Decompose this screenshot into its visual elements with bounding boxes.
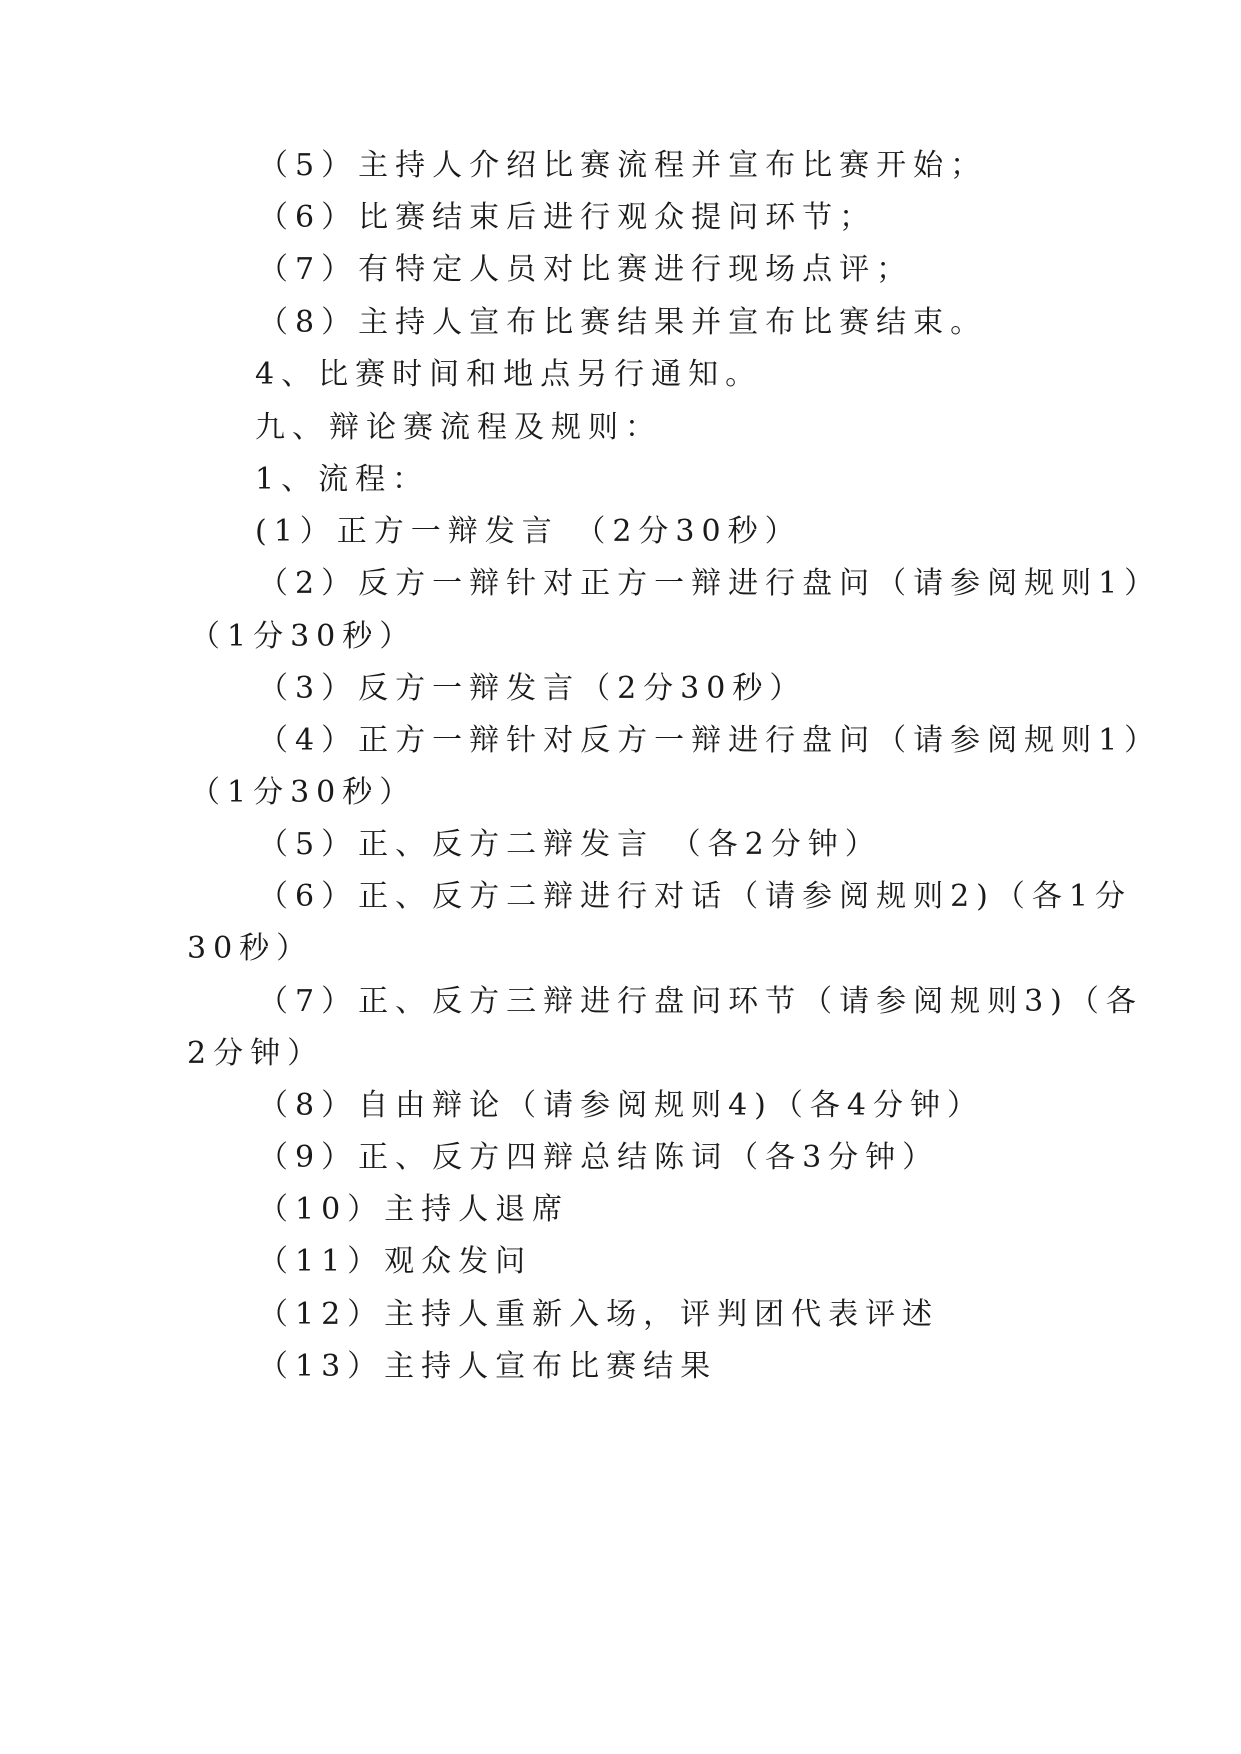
text-line: （6）正、反方二辩进行对话（请参阅规则2)（各1分 xyxy=(258,879,1132,914)
text-line: 2分钟） xyxy=(187,1036,325,1071)
text-line: （2）反方一辩针对正方一辩进行盘问（请参阅规则1） xyxy=(258,566,1162,601)
text-line: （9）正、反方四辩总结陈词（各3分钟） xyxy=(258,1140,940,1175)
text-line: （11）观众发问 xyxy=(258,1244,533,1279)
text-line: （5）正、反方二辩发言 （各2分钟） xyxy=(258,827,882,862)
text-line: （1分30秒） xyxy=(190,619,417,654)
text-line: （10）主持人退席 xyxy=(258,1192,570,1227)
section-heading: 九、辩论赛流程及规则： xyxy=(255,410,662,445)
text-line: （13）主持人宣布比赛结果 xyxy=(258,1349,718,1384)
text-line: （4）正方一辩针对反方一辩进行盘问（请参阅规则1） xyxy=(258,723,1162,758)
text-line: （7）有特定人员对比赛进行现场点评； xyxy=(258,252,914,287)
text-line: （12）主持人重新入场，评判团代表评述 xyxy=(258,1297,940,1332)
text-line: （3）反方一辩发言（2分30秒） xyxy=(258,671,807,706)
text-line: 4、比赛时间和地点另行通知。 xyxy=(255,357,763,392)
text-line: (1）正方一辩发言 （2分30秒） xyxy=(255,514,802,549)
text-line: （8）自由辩论（请参阅规则4)（各4分钟） xyxy=(258,1088,984,1123)
text-line: （7）正、反方三辩进行盘问环节（请参阅规则3)（各 xyxy=(258,984,1143,1019)
text-line: （1分30秒） xyxy=(190,775,417,810)
text-line: （8）主持人宣布比赛结果并宣布比赛结束。 xyxy=(258,305,988,340)
text-line: 30秒） xyxy=(187,931,314,966)
subsection-heading: 1、流程： xyxy=(255,462,430,497)
text-line: （5）主持人介绍比赛流程并宣布比赛开始； xyxy=(258,148,988,183)
text-line: （6）比赛结束后进行观众提问环节； xyxy=(258,200,877,235)
